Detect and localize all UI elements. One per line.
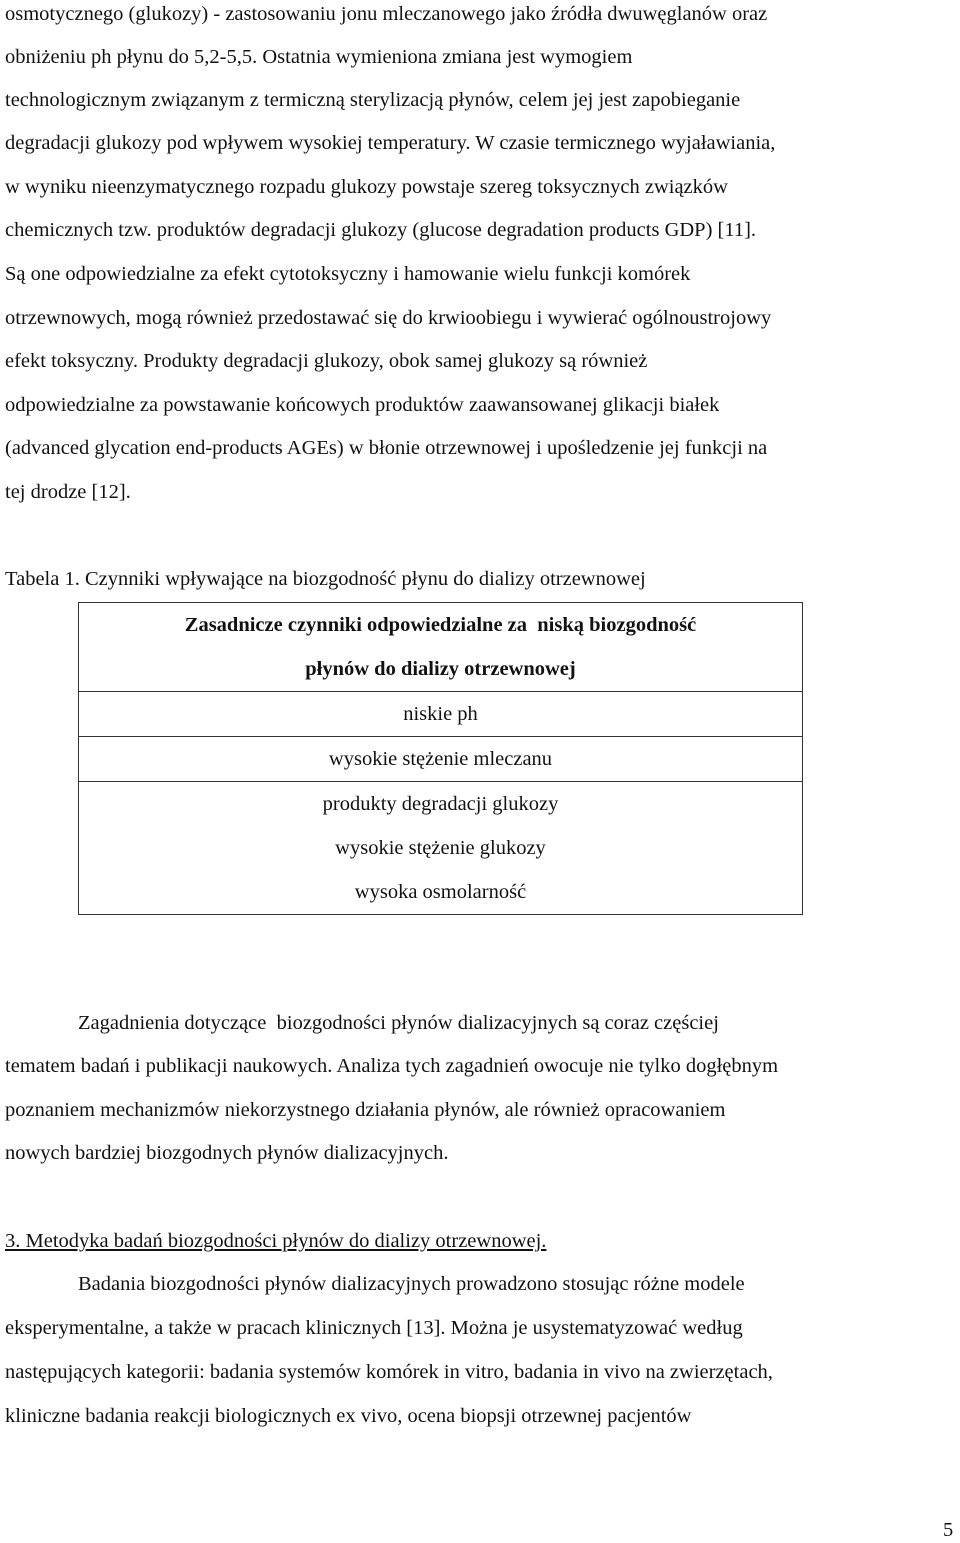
text-line: degradacji glukozy pod wpływem wysokiej temperatury. W czasie termicznego wyjaławiania, xyxy=(5,132,776,154)
text-line: eksperymentalne, a także w pracach klinicznych [13]. Można je usystematyzować według xyxy=(5,1317,743,1339)
table-cell: niskie ph xyxy=(79,692,803,737)
table-cell: wysoka osmolarność xyxy=(354,881,527,903)
text-line: tej drodze [12]. xyxy=(5,481,131,503)
text-line: kliniczne badania reakcji biologicznych ex vivo, ocena biopsji otrzewnej pacjentów xyxy=(5,1405,692,1427)
text-line: Są one odpowiedzialne za efekt cytotoksyczny i hamowanie wielu funkcji komórek xyxy=(5,263,691,285)
text-line: chemicznych tzw. produktów degradacji glukozy (glucose degradation products GDP) [11]. xyxy=(5,219,757,241)
text-line: następujących kategorii: badania systemów komórek in vitro, badania in vivo na zwierzętach, xyxy=(5,1361,773,1383)
text-line: nowych bardziej biozgodnych płynów dializacyjnych. xyxy=(5,1142,449,1164)
text-line: odpowiedzialne za powstawanie końcowych produktów zaawansowanej glikacji białek xyxy=(5,394,720,416)
table-cell: wysokie stężenie glukozy xyxy=(335,837,546,859)
text-line: w wyniku nieenzymatycznego rozpadu glukozy powstaje szereg toksycznych związków xyxy=(5,176,728,198)
table-row xyxy=(79,737,803,782)
text-line: (advanced glycation end-products AGEs) w błonie otrzewnowej i upośledzenie jej funkcji na xyxy=(5,437,768,459)
text-line: otrzewnowych, mogą również przedostawać się do krwioobiegu i wywierać ogólnoustrojowy xyxy=(5,307,772,329)
table-cell-group xyxy=(79,782,803,915)
text-line: obniżeniu ph płynu do 5,2-5,5. Ostatnia wymieniona zmiana jest wymogiem xyxy=(5,46,633,68)
text-line: tematem badań i publikacji naukowych. Analiza tych zagadnień owocuje nie tylko dogłębnym xyxy=(5,1055,779,1077)
table-cell: produkty degradacji glukozy xyxy=(322,793,559,815)
table-header-line: płynów do dializy otrzewnowej xyxy=(305,658,576,680)
table-header-line: Zasadnicze czynniki odpowiedzialne za niską biozgodność xyxy=(184,614,697,636)
text-line: poznaniem mechanizmów niekorzystnego działania płynów, ale również opracowaniem xyxy=(5,1099,726,1121)
table-header-row xyxy=(79,603,803,692)
table-row xyxy=(79,692,803,737)
text-line: Zagadnienia dotyczące biozgodności płynów dializacyjnych są coraz częściej xyxy=(78,1012,719,1034)
text-line: osmotycznego (glukozy) - zastosowaniu jonu mleczanowego jako źródła dwuwęglanów oraz xyxy=(5,3,768,25)
section-heading: 3. Metodyka badań biozgodności płynów do dializy otrzewnowej. xyxy=(5,1230,547,1252)
text-line: efekt toksyczny. Produkty degradacji glukozy, obok samej glukozy są również xyxy=(5,350,648,372)
table-cell: wysokie stężenie mleczanu xyxy=(79,737,803,782)
text-line: Badania biozgodności płynów dializacyjnych prowadzono stosując różne modele xyxy=(78,1273,745,1295)
table-header-cell xyxy=(79,603,803,692)
page-number: 5 xyxy=(943,1519,954,1541)
biocompatibility-factors-table xyxy=(78,602,803,915)
text-line: technologicznym związanym z termiczną sterylizacją płynów, celem jej jest zapobieganie xyxy=(5,89,741,111)
table-row xyxy=(79,782,803,915)
table-caption: Tabela 1. Czynniki wpływające na biozgodność płynu do dializy otrzewnowej xyxy=(5,568,646,590)
